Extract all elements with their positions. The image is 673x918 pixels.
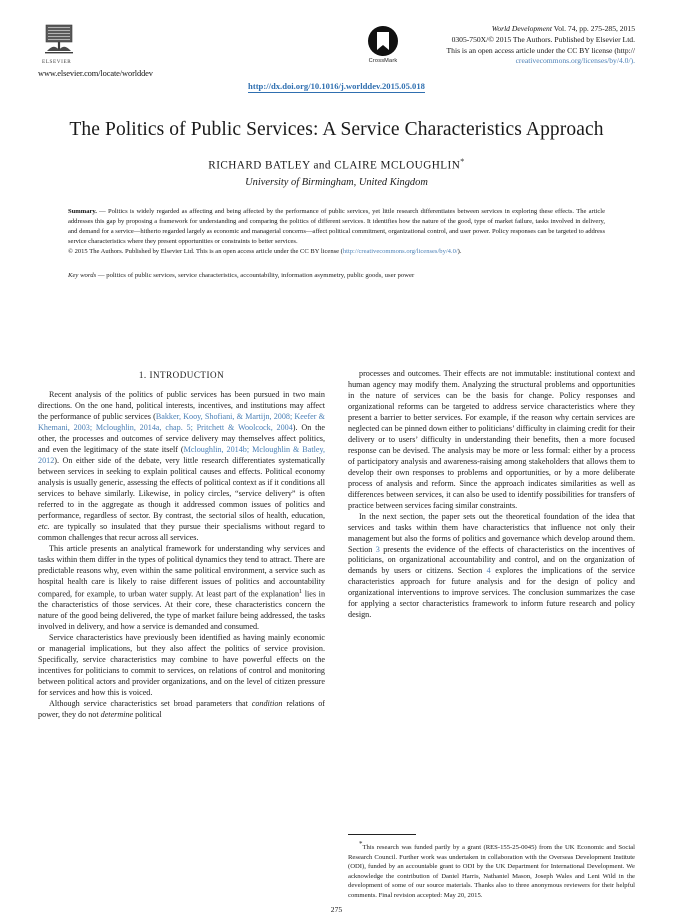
article-title: The Politics of Public Services: A Service Characteristics Approach xyxy=(69,119,604,140)
body-paragraph xyxy=(38,390,325,544)
author-names: RICHARD BATLEY and CLAIRE MCLOUGHLIN xyxy=(208,160,461,173)
paragraph-text: This article presents an analytical framework for understanding why services and tasks within them differ in the types of political dynamics they tend to attract. There are predictable reasons why, even within the same political environment, a service such as hospital health care is likely to raise different issues of politics and accountability compared, for example, to urban water supply. At least part of the explanation xyxy=(38,543,325,599)
right-column-paragraphs xyxy=(348,369,635,621)
section-cross-reference[interactable]: 4 xyxy=(486,566,491,576)
paragraph-text: are typically so insulated that they pursue their specialisms without regard to common challenges that recur across all services. xyxy=(38,521,325,542)
left-column-paragraphs xyxy=(38,390,325,721)
elsevier-logo-icon xyxy=(42,24,80,58)
paragraph-text: lies in the characteristics of those services. At their core, these characteristics concern the nature of the good being delivered, the type of market failure being addressed, the tasks involved in delivery, and how a service is demanded and consumed. xyxy=(38,589,326,632)
paragraph-text: presents the evidence of the effects of characteristics on the incentives of politicians, on organizational accountability and control, and on the organization of demands by users or citizens. Section xyxy=(348,544,635,576)
footnote-block xyxy=(348,830,635,900)
body-columns xyxy=(38,369,635,900)
body-paragraph xyxy=(38,544,325,633)
license-url-line xyxy=(377,56,635,67)
summary-copyright xyxy=(68,247,605,257)
paragraph-text: Recent analysis of the politics of public services has been pursued in two main directions. On the one hand, political interests, incentives, and institutions may affect the performance of public services ( xyxy=(38,390,325,422)
body-paragraph xyxy=(348,369,635,512)
footnote-body: This research was funded partly by a grant (RES-155-25-0045) from the UK Economic and Social Research Council. Further work was undertaken in collaboration with the Overseas Development Institute (ODI), funded by an accountable grant to ODI by the UK Department for International Development. We acknowledge the contribution of Daniel Harris, Nathaniel Mason, Joseph Wales and Leni Wild in the development of some of our source materials. Thanks also to three anonymous reviewers for their helpful comments. Final revision accepted: May 20, 2015. xyxy=(348,844,635,899)
journal-article-page xyxy=(0,24,673,918)
abstract-summary xyxy=(68,207,605,257)
citation-link[interactable]: Mcloughlin, 2014b; Mcloughlin & Batley, 2012 xyxy=(38,445,326,466)
journal-homepage-url[interactable]: www.elsevier.com/locate/worlddev xyxy=(38,69,153,78)
section-cross-reference[interactable]: 3 xyxy=(375,544,380,554)
doi-link[interactable]: http://dx.doi.org/10.1016/j.worlddev.2015.05.018 xyxy=(248,81,425,91)
journal-citation-block xyxy=(377,24,635,67)
paragraph-text: Service characteristics have previously been identified as having mainly economic or managerial implications, but they also affect the politics of service provision. Specifically, service characteristics may combine to have powerful effects on the incentives for politicians to commit to services, on relations of control and monitoring between political actors and provider organizations, and on the level of citizen pressure for services and how this is voiced. xyxy=(38,633,325,698)
summary-text: Politics is widely regarded as affecting and being affected by the performance of public services, yet little research differentiates between services in exploring these effects. The article addresses this gap by proposing a framework for understanding and comparing the politics of different services. It identifies how the nature of the good, type of market failure, tasks involved in delivery, and demand for a service—hitherto regarded largely as economic and managerial concerns—affect political commitment, organizational control, and user power. Policy responses can be targeted to address service characteristics where they present opportunities or constraints to better services. xyxy=(68,208,605,245)
section-heading-introduction: 1. INTRODUCTION xyxy=(138,370,225,380)
journal-volume-pages: Vol. 74, pp. 275-285, 2015 xyxy=(553,24,635,33)
paragraph-text: explores the implications of the service characteristics approach for future analysis and for the design of policy and organizational interventions to improve services. The conclusion summarizes the case for applying a sector characteristics framework to inform future research and policy design. xyxy=(348,566,635,620)
body-paragraph xyxy=(38,699,325,721)
masthead xyxy=(38,24,635,96)
paragraph-text: relations of power, they do not xyxy=(38,699,325,720)
page-number: 275 xyxy=(330,905,343,914)
license-url-link[interactable]: creativecommons.org/licenses/by/4.0/). xyxy=(515,56,635,66)
publisher-brand-block xyxy=(38,24,208,78)
right-column xyxy=(348,369,635,900)
license-line xyxy=(377,46,635,57)
summary-lead-label: Summary. xyxy=(68,208,97,216)
journal-name: World Development xyxy=(491,24,552,33)
paragraph-text: ). On either side of the debate, very little research differentiates systematically between services in seeking to explain political causes and effects. Political economy analysis is usually generic, assessing the effects of political context as if it conditions all services to behave similarly. Likewise, in policy circles, “service delivery” is often referred to in the aggregate as though it addressed common issues of politics and performance, regardless of sector. By contrast, the sectorial silos of health, education, xyxy=(38,456,325,520)
paragraph-text: political xyxy=(133,710,162,720)
doi-line xyxy=(38,76,635,94)
left-column xyxy=(38,369,325,900)
copyright-text: © 2015 The Authors. Published by Elsevier Ltd. This is an open access article under the CC BY license ( xyxy=(68,248,343,256)
emphasis-text: etc. xyxy=(38,521,50,531)
emphasis-text: determine xyxy=(100,710,134,720)
author-list xyxy=(38,157,635,172)
footnote-divider xyxy=(348,834,416,835)
citation-link[interactable]: Bakker, Kooy, Shofiani, & Martijn, 2008; Keefer & Khemani, 2003; Mcloughlin, 2014a, chap. 5; Pritchett & Woolcock, 2004 xyxy=(38,412,325,433)
copyright-tail: ). xyxy=(457,248,462,256)
journal-title-line xyxy=(377,24,635,35)
issn-copyright-line: 0305-750X/© 2015 The Authors. Published by Elsevier Ltd. xyxy=(451,34,635,44)
keywords-block xyxy=(68,271,605,280)
author-footnote-marker[interactable]: * xyxy=(460,157,465,167)
paragraph-text: ). On the other, the processes and outcomes of service delivery may themselves affect politics, and even the legitimacy of the state itself ( xyxy=(38,423,325,455)
affiliation: University of Birmingham, United Kingdom xyxy=(245,177,428,189)
footnote-marker: * xyxy=(359,840,363,849)
crossmark-label: CrossMark xyxy=(368,58,398,64)
paragraph-text: In the next section, the paper sets out the theoretical foundation of the idea that services and tasks within them have characteristics that influence not only their management but also the forms of politics and governance which develop around them. Section xyxy=(348,511,635,554)
summary-dash: — xyxy=(96,208,108,216)
license-text: This is an open access article under the CC BY license (http:// xyxy=(446,45,635,55)
summary-paragraph xyxy=(68,207,605,246)
keywords-label: Key words xyxy=(68,272,97,280)
elsevier-wordmark: ELSEVIER xyxy=(42,59,72,65)
footnote-text xyxy=(348,840,635,900)
body-paragraph xyxy=(38,633,325,699)
keywords-list: politics of public services, service characteristics, accountability, information asymmetry, public goods, user power xyxy=(106,272,415,280)
paragraph-text: processes and outcomes. Their effects are not immutable: institutional context and human agency may modify them. Analyzing the structural problems and opportunities in the nature of services can be the basis for change. Policy responses and organizational reforms can be targeted to address service characteristics where they present a barrier to better services. For example, if the reason why certain services are neglected can be pinned down either to politicians’ difficulty in claiming credit for their delivery or to users’ difficulty in understanding their benefits, then a more focused response can be devised. The analysis may be more or less formal: either by a process of participatory analysis and awareness-raising among stakeholders that allows them to develop their own responses to problems and opportunities, or by a more deliberate process of analysis and reform. Since the approach indicates similarities as well as differences between services, it can also be used to identify possibilities for transfers of practice between services facing similar constraints. xyxy=(348,369,635,510)
body-paragraph xyxy=(348,512,635,622)
paragraph-text: Although service characteristics set broad parameters that xyxy=(49,699,252,709)
copyright-license-link[interactable]: http://creativecommons.org/licenses/by/4.0/ xyxy=(342,248,458,256)
footnote-reference[interactable]: 1 xyxy=(299,588,303,595)
keywords-dash: — xyxy=(96,272,107,280)
emphasis-text: condition xyxy=(251,699,283,709)
